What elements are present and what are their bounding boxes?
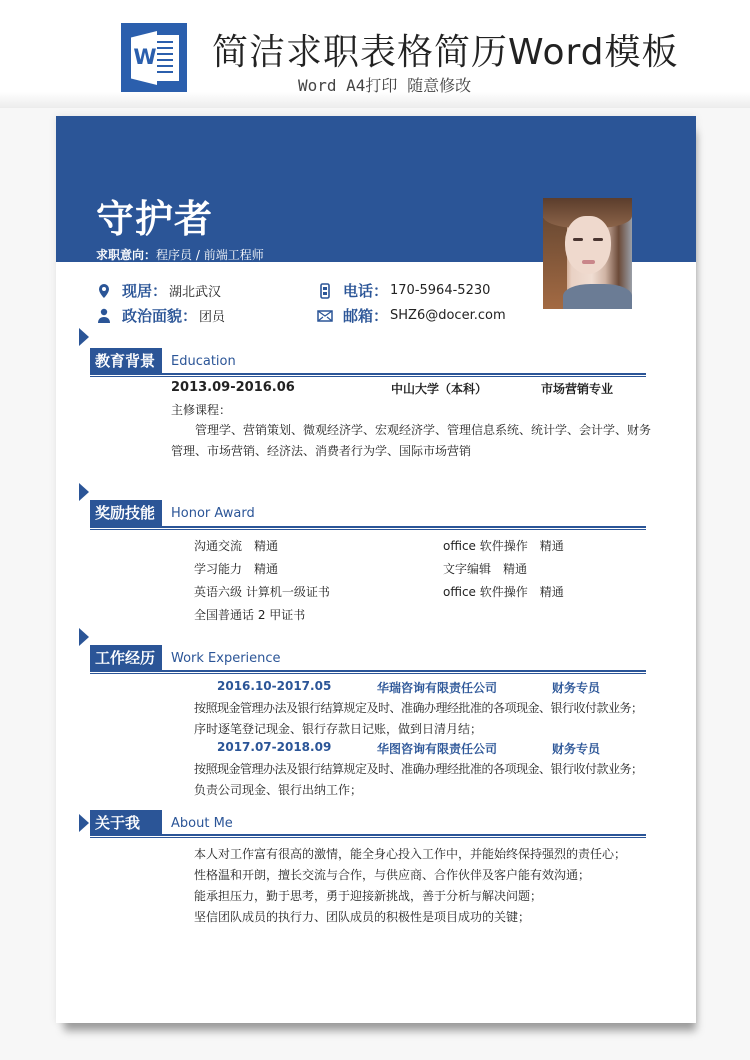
job-intent-value: 程序员 / 前端工程师 — [156, 248, 264, 262]
job2-role: 财务专员 — [552, 742, 601, 756]
resume-page — [56, 116, 696, 1023]
template-banner — [0, 0, 750, 108]
section-title: 教育背景 — [90, 348, 162, 374]
job-intent-label: 求职意向： — [96, 248, 157, 262]
skill-right-3: office 软件操作 精通 — [443, 585, 564, 599]
job2-desc-1: 按照现金管理办法及银行结算规定及时、准确办理经批准的各项现金、银行收付款业务； — [194, 762, 643, 776]
skill-right-1: office 软件操作 精通 — [443, 539, 564, 553]
edu-courses-line2: 管理、市场营销、经济法、消费者行为学、国际市场营销 — [171, 444, 472, 458]
job2-period: 2017.07-2018.09 — [217, 740, 332, 754]
person-icon — [96, 308, 112, 324]
section-title-en: About Me — [171, 816, 233, 831]
word-icon: W — [121, 23, 187, 92]
section-arrow-icon — [79, 628, 89, 646]
banner-subtitle: Word A4打印 随意修改 — [298, 76, 472, 95]
contact-residence: 现居： 湖北武汉 — [96, 280, 221, 301]
edu-courses-label: 主修课程： — [171, 403, 232, 417]
job1-desc-1: 按照现金管理办法及银行结算规定及时、准确办理经批准的各项现金、银行收付款业务； — [194, 701, 643, 715]
edu-courses-line1: 管理学、营销策划、微观经济学、宏观经济学、管理信息系统、统计学、会计学、财务 — [195, 423, 652, 437]
edu-period: 2013.09-2016.06 — [171, 380, 295, 395]
section-title: 关于我 — [90, 810, 162, 836]
skill-left-1: 沟通交流 精通 — [194, 539, 279, 553]
section-divider — [90, 526, 646, 530]
location-pin-icon — [96, 283, 112, 299]
candidate-name: 守护者 — [96, 197, 214, 241]
edu-major: 市场营销专业 — [541, 382, 614, 396]
contact-political: 政治面貌： 团员 — [96, 305, 225, 326]
job1-period: 2016.10-2017.05 — [217, 679, 332, 693]
section-title: 工作经历 — [90, 645, 162, 671]
job2-company: 华图咨询有限责任公司 — [377, 742, 498, 756]
section-divider — [90, 834, 646, 838]
section-divider — [90, 670, 646, 674]
section-divider — [90, 373, 646, 377]
skill-left-2: 学习能力 精通 — [194, 562, 279, 576]
section-arrow-icon — [79, 483, 89, 501]
job1-company: 华瑞咨询有限责任公司 — [377, 681, 498, 695]
contact-email: 邮箱： SHZ6@docer.com — [317, 305, 506, 326]
job1-desc-2: 序时逐笔登记现金、银行存款日记账，做到日清月结； — [194, 722, 483, 736]
section-arrow-icon — [79, 814, 89, 832]
section-title-en: Honor Award — [171, 506, 255, 521]
edu-school: 中山大学（本科） — [391, 382, 488, 396]
section-title-en: Education — [171, 354, 236, 369]
mobile-phone-icon — [317, 283, 333, 299]
section-title: 奖励技能 — [90, 500, 162, 526]
about-line-4: 坚信团队成员的执行力、团队成员的积极性是项目成功的关键； — [194, 910, 531, 924]
envelope-icon — [317, 308, 333, 324]
about-line-3: 能承担压力，勤于思考，勇于迎接新挑战，善于分析与解决问题； — [194, 889, 543, 903]
skill-left-3: 英语六级 计算机一级证书 — [194, 585, 330, 599]
about-line-2: 性格温和开朗，擅长交流与合作，与供应商、合作伙伴及客户能有效沟通； — [194, 868, 591, 882]
banner-title: 简洁求职表格简历Word模板 — [212, 32, 679, 73]
skill-left-4: 全国普通话 2 甲证书 — [194, 608, 306, 622]
skill-right-2: 文字编辑 精通 — [443, 562, 528, 576]
section-title-en: Work Experience — [171, 651, 281, 666]
job1-role: 财务专员 — [552, 681, 601, 695]
about-line-1: 本人对工作富有很高的激情，能全身心投入工作中，并能始终保持强烈的责任心； — [194, 847, 627, 861]
profile-photo — [543, 198, 632, 309]
section-arrow-icon — [79, 328, 89, 346]
job-intent — [96, 246, 264, 263]
job2-desc-2: 负责公司现金、银行出纳工作； — [194, 783, 363, 797]
contact-phone: 电话： 170-5964-5230 — [317, 280, 490, 301]
